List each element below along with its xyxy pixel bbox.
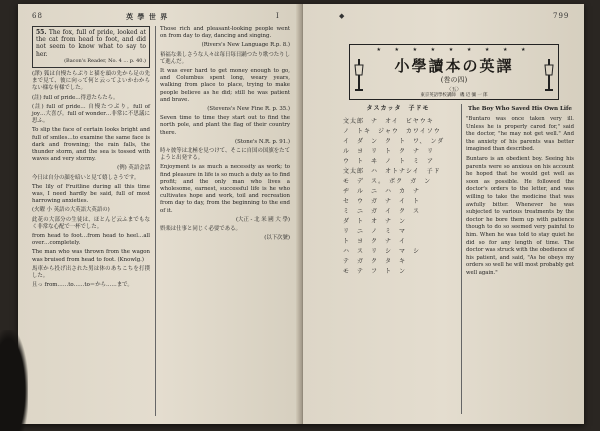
paragraph: (Stevens's New Fine R. p. 35.) [207, 106, 290, 113]
left-column-2 [160, 26, 290, 244]
japanese-line: イ ダ ン ク ト ワ、 ンダ [343, 138, 445, 145]
english-translation [466, 106, 574, 279]
article-title: 小學讀本の英譯 [394, 57, 514, 75]
paragraph: The man who was thrown from the wagon was bruised from head to foot. (Knowlg.) [32, 249, 150, 263]
left-page [18, 4, 301, 424]
japanese-line: ノ トキ ジャウ カワイソウ [343, 128, 441, 135]
book-spread [18, 4, 584, 424]
right-page [303, 4, 584, 424]
japanese-line: モ デ ス。 ボク ガ ン [343, 178, 432, 185]
paragraph: (Stone's N.R. p. 91.) [235, 138, 290, 145]
paragraph: 且っ from……to……to＝から……まで。 [32, 282, 133, 289]
paragraph: (註) full of pride…得意たらたら。 [32, 94, 119, 101]
column-rule [461, 104, 462, 414]
japanese-line: ミ ニ ガ イ ク ス [343, 208, 421, 215]
paragraph: It was ever hard to get money enough to go, and Columbus spent long, weary years, walking from place to place, trying to make people believe as he did; still he was patient and brave. [160, 68, 290, 103]
left-column-1 [32, 26, 150, 292]
japanese-line: 文太郎 ナ オイ ビヤウキ [343, 118, 434, 125]
paragraph: Enjoyment is as much a necessity as work; to find pleasure in life is so much a duty as to find profit; and the only man who lives a wholesome, earnest, successful life is he who cultivates hope and work, toil and recreation from day to day, from the beginning to the end of it. [160, 164, 290, 214]
paragraph: (註) full of pride… 自慢たつぷり。full of joy…大喜び。full of wonder…非常に不思議に思ふ。 [32, 103, 150, 125]
paragraph: (火曜 小 英語の大英語大英語の) [32, 207, 110, 214]
quote-source: (Bacon's Reader, No. 4 ... p. 40.) [64, 57, 146, 64]
lesson-number: 〈五〉 [446, 87, 462, 93]
left-page-number: 68 [32, 12, 43, 20]
paragraph: 娯楽は仕事と同じく必要である。 [160, 226, 241, 233]
japanese-line: テ ガ ク タ キ [343, 258, 407, 265]
japanese-line: ル ヨ リ ト ク ナ リ [343, 148, 435, 155]
paragraph: (譯) 狐は自慢たらぷりと猫を頭の先から足の先まで見て、彼に向って何と云ってよいかわからない様な有様でした。 [32, 71, 150, 92]
title-box [349, 44, 559, 100]
paragraph: (以下次號) [264, 235, 290, 242]
paragraph: 時々彼等は北極を見つけて、そこに自国の国旗をたてようと出発する。 [160, 148, 290, 162]
japanese-heading: タスカッタ 子ドモ [366, 105, 430, 112]
left-running-head-right: Ⅰ [276, 12, 280, 20]
quote-box [32, 26, 150, 68]
paragraph: from head to foot…from head to heel…all over…completely. [32, 233, 150, 247]
japanese-line: セ ウ ガ ナ イ ト [343, 198, 421, 205]
japanese-line: ダ ト オ ナ ン [343, 218, 407, 225]
paragraph: (例) 英語会話 [117, 165, 150, 172]
finger-shadow [0, 330, 28, 431]
paragraph: 此花の大部分の生徒は、ほとんど云ふまでもなく非常な心配で一杯でした。 [32, 216, 150, 230]
left-running-head: 英 學 世 界 [126, 12, 169, 21]
article-author: 東京英語學校講師 磯 辺 彌 一 郎 [420, 93, 488, 98]
paragraph: To slip the face of certain looks bright and full of smiles…to examine the same face is dark and frowning; the rain falls, the thunder storm, and the sea is tossed with waves and very stormy. [32, 127, 150, 163]
title-stars: ★ ★ ★ ★ ★ ★ ★ ★ ★ [376, 47, 532, 53]
japanese-line: ヂ ル ニ ハ カ ナ [343, 188, 421, 195]
paragraph: The lily of Fruitline during all this time was, I need hardly be said, full of most harrowing anxieties. [32, 183, 150, 205]
right-running-head-left: ◆ [339, 12, 346, 20]
paragraph: Seven time to time they start out to find the north pole, and plant the flag of their country there. [160, 115, 290, 136]
paragraph: (大正 - 北 米 國 大 學) [235, 216, 290, 223]
paragraph: 裕福な楽しさうな人々は毎日毎日踊つたり歌つたりして進んだ。 [160, 51, 290, 65]
japanese-line: ト ヨ ク ナ イ [343, 238, 407, 245]
paragraph: 馬車から投げ出された男は体のあちこちを打撲した。 [32, 265, 150, 280]
japanese-line: ウ ト ヰ ノ ト ミ ア [343, 158, 435, 165]
japanese-line: 文太郎 ハ オトナシイ 子ド [343, 168, 441, 175]
japanese-text [343, 104, 453, 277]
english-title: The Boy Who Saved His Own Life [468, 106, 572, 112]
paragraph: (Rivers's New Language R.p. 8.) [201, 42, 290, 49]
paragraph: 今日は自分の顔を暗いと見て嬉しさうです。 [32, 174, 140, 181]
column-rule [155, 26, 156, 416]
right-page-number: 799 [553, 12, 570, 20]
japanese-line: ハ ス リ シ マ シ [343, 248, 421, 255]
paragraph: Those rich and pleasant-looking people went on from day to day, dancing and singing. [160, 26, 290, 40]
paragraph: Buntaro is an obedient boy. Seeing his parents were so anxious on his account he hoped that he would get well as soon as possible. He followed the doctor's orders to the letter, and was willing to take the medicine that was awfully bitter. Whenever he was subjected to various treatments by the doctor he bore them up with patience though to do so seemed very painful to him. When he was told to stay quiet he did so for any length of time. The doctor was struck with the obedience of his patient, and said, "As he obeys my orders so well he will most probably get well again." [466, 155, 574, 276]
paragraph: "Buntaro was once taken very ill. Unless he is properly cared for," said the doctor, "he may not get well." And the anxiety of his parents was better imagined than described. [466, 116, 574, 153]
japanese-line: モ テ フ ト ン [343, 268, 407, 275]
japanese-line: リ ニ ノ ミ マ [343, 228, 407, 235]
quote-number: 55. [36, 29, 47, 36]
quote-text: The fox, full of pride, looked at the cat from head to foot, and did not seem to know what to say to her. [36, 29, 146, 58]
article-subtitle: (巻の四) [440, 76, 468, 84]
